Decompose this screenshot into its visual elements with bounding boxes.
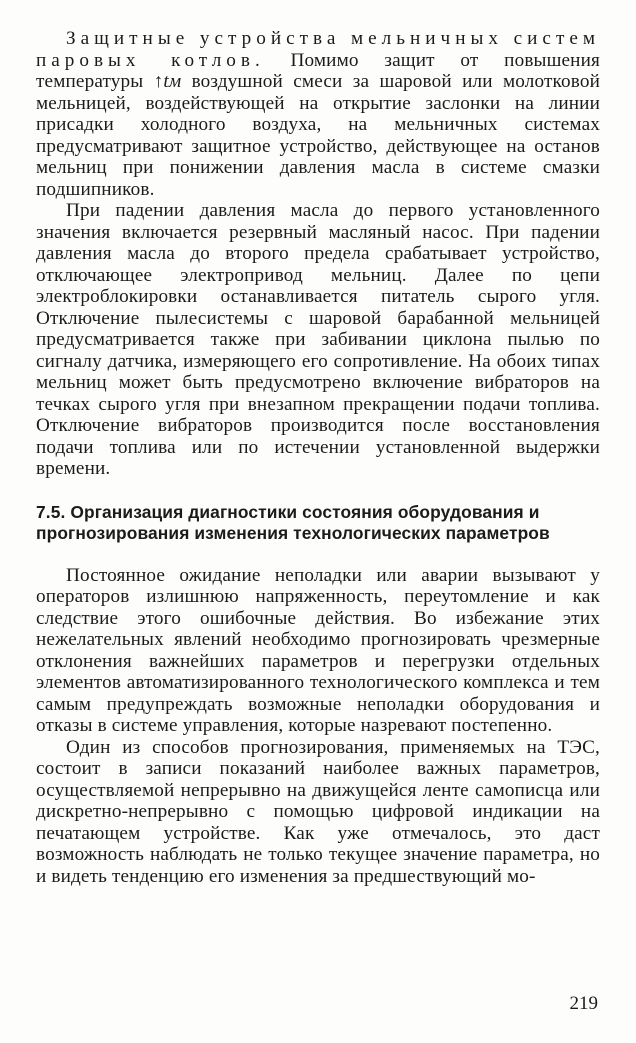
paragraph-operator-stress: Постоянное ожидание неполадки или аварии вызывают у операторов излишнюю напряженность, переутомление и как следствие этого ошибочные действия. Во избежание этих нежелательных явлений необходимо прогнозировать чрезмерные отклонения важнейших параметров и перегрузки отдельных элементов автоматизированного технологического комплекса и тем самым предупреждать возможные неполадки оборудования и отказы в системе управления, которые назревают постепенно. — [36, 564, 600, 736]
paragraph-oil-pressure: При падении давления масла до первого установленного значения включается резервный масляный насос. При падении давления масла до второго предела срабатывает устройство, отключающее электропривод мельниц. Далее по цепи электроблокировки останавливается питатель сырого угля. Отключение пылесистемы с шаровой барабанной мельницей предусматривается также при забивании циклона пылью по сигналу датчика, измеряющего его сопротивление. На обоих типах мельниц может быть предусмотрено включение вибраторов на течках сырого угля при внезапном прекращении подачи топлива. Отключение вибраторов производится после восстановления подачи топлива или по истечении установленной выдержки времени. — [36, 200, 600, 479]
page-body — [36, 28, 600, 887]
paragraph-text: воздушной смеси за шаровой или молотковой мельницей, воздействующей на открытие заслонки на линии присадки холодного воздуха, на мельничных системах предусматривают защитное устройство, действующее на останов мельниц при понижении давления масла в системе смазки подшипников. — [36, 71, 600, 200]
section-heading: 7.5. Организация диагностики состояния оборудования и прогнозирования изменения технологических параметров — [36, 501, 550, 543]
paragraph-lead-spaced: Защитные устройства мельничных систем паровых котлов. — [36, 28, 600, 71]
page-number: 219 — [569, 993, 598, 1014]
temperature-symbol: ↑tм — [153, 71, 182, 92]
paragraph-text: Помимо защит от повышения температуры — [36, 49, 600, 92]
paragraph-protective-devices — [36, 28, 600, 200]
paragraph-forecasting-method: Один из способов прогнозирования, применяемых на ТЭС, состоит в записи показаний наиболее важных параметров, осуществляемой непрерывно на движущейся ленте самописца или дискретно-непрерывно с помощью цифровой индикации на печатающем устройстве. Как уже отмечалось, это даст возможность наблюдать не только текущее значение параметра, но и видеть тенденцию его изменения за предшествующий мо- — [36, 736, 600, 887]
